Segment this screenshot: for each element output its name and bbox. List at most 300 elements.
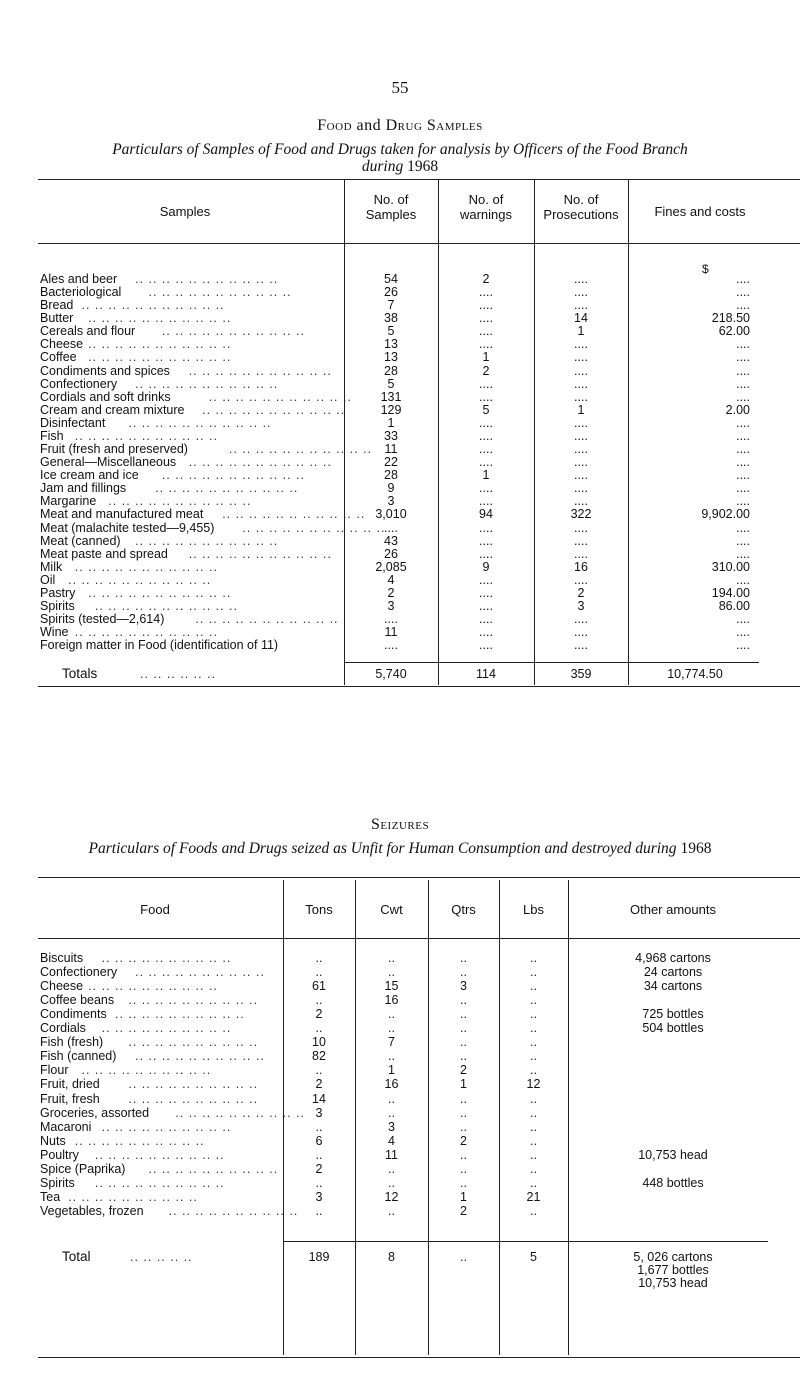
row-leader: .. .. .. .. .. .. .. .. .. .. .. — [228, 442, 373, 457]
row-fines: .... — [736, 298, 750, 313]
samples-table-row — [0, 494, 800, 508]
row-qtrs: .. — [460, 1161, 467, 1176]
row-fines: .... — [736, 285, 750, 300]
row-prosecutions: .... — [574, 442, 588, 457]
row-fines: .... — [736, 520, 750, 535]
row-fines: .... — [736, 363, 750, 378]
row-cwt: 7 — [388, 1035, 395, 1050]
row-fines: .... — [736, 494, 750, 509]
row-fines: 2.00 — [725, 402, 750, 417]
row-samples: 43 — [384, 533, 398, 548]
samples-table-row — [0, 547, 800, 561]
row-lbs: .. — [530, 951, 537, 965]
row-warnings: .... — [479, 546, 493, 561]
row-samples: 131 — [380, 389, 402, 404]
row-lbs: .. — [530, 993, 537, 1008]
samples-header-warnings: No. of warnings — [459, 192, 513, 222]
seizures-table-row — [0, 1063, 800, 1077]
seizures-table-row — [0, 1021, 800, 1035]
row-qtrs: .. — [460, 1049, 467, 1064]
row-samples: 1 — [387, 415, 395, 430]
row-qtrs: .. — [460, 1147, 467, 1162]
row-leader: .. .. .. .. .. .. .. .. .. .. .. — [135, 376, 279, 391]
row-qtrs: 3 — [460, 979, 467, 994]
row-prosecutions: .... — [574, 272, 588, 286]
row-prosecutions: .... — [574, 481, 588, 496]
seizures-table-row — [0, 951, 800, 965]
row-qtrs: .. — [460, 1175, 467, 1190]
row-food: Spirits — [40, 1175, 75, 1190]
row-label: Ales and beer — [40, 272, 118, 286]
seizures-table-row — [0, 1035, 800, 1049]
row-leader: .. .. .. .. .. .. .. .. .. .. — [74, 1133, 205, 1148]
row-tons: 3 — [315, 1189, 323, 1204]
row-food: Poultry — [40, 1147, 79, 1162]
row-label: Spirits — [40, 599, 75, 613]
row-leader: .. .. .. .. .. .. .. .. .. .. — [101, 1021, 232, 1036]
row-warnings: .... — [479, 324, 493, 339]
row-cwt: 11 — [385, 1147, 398, 1162]
samples-table-row — [0, 442, 800, 456]
row-food: Coffee beans — [40, 993, 115, 1008]
row-lbs: .. — [530, 979, 537, 994]
row-cwt: 16 — [384, 1077, 399, 1092]
row-label: General—Miscellaneous — [40, 455, 177, 470]
row-leader: .. .. .. .. .. .. .. .. .. .. — [115, 1007, 245, 1022]
row-cwt: .. — [388, 1105, 395, 1120]
row-cwt: .. — [388, 1091, 395, 1106]
samples-table-row — [0, 390, 800, 404]
row-cwt: .. — [388, 1021, 395, 1036]
seizures-header-food: Food — [140, 902, 170, 917]
seizures-title-text: Seizures — [370, 816, 430, 833]
seizures-totals-other-3: 10,753 head — [638, 1276, 708, 1290]
row-leader: .. .. .. .. .. .. .. .. .. .. — [128, 1035, 259, 1050]
seizures-totals-leader: .. .. .. .. .. — [130, 1250, 193, 1264]
row-tons: .. — [315, 1203, 323, 1218]
row-warnings: 1 — [482, 468, 490, 483]
row-label: Milk — [40, 559, 63, 574]
totals-fines: 10,774.50 — [667, 667, 723, 681]
row-fines: .... — [736, 415, 750, 430]
row-lbs: .. — [530, 965, 537, 980]
row-fines: .... — [736, 337, 750, 352]
row-lbs: .. — [530, 1175, 537, 1190]
row-other: 504 bottles — [642, 1021, 704, 1036]
row-leader: .. .. .. .. .. .. .. .. .. .. — [94, 1175, 225, 1190]
row-leader: .. .. .. .. .. .. .. .. .. .. — [88, 979, 218, 994]
row-cwt: .. — [388, 1007, 395, 1022]
row-prosecutions: 1 — [577, 402, 585, 417]
row-fines: .... — [736, 376, 750, 391]
row-samples: 2,085 — [375, 559, 407, 574]
subtitle-year: 1968 — [407, 158, 439, 175]
samples-table-row — [0, 560, 800, 574]
row-label: Spirits (tested—2,614) — [40, 612, 165, 627]
row-label: Condiments and spices — [40, 363, 170, 378]
samples-table-row — [0, 534, 800, 548]
samples-totals-row — [0, 667, 800, 681]
subtitle-line1: Particulars of Samples of Food and Drugs taken for analysis by Officers of the Food Branch — [112, 141, 688, 158]
row-leader: .. .. .. .. .. .. .. .. .. .. .. — [135, 272, 279, 286]
row-fines: .... — [736, 455, 750, 470]
row-fines: .... — [736, 272, 750, 286]
row-warnings: 9 — [482, 559, 490, 574]
row-lbs: .. — [530, 1021, 537, 1036]
row-lbs: .. — [530, 1147, 537, 1162]
row-label: Jam and fillings — [40, 481, 127, 496]
seizures-table-row — [0, 1204, 800, 1218]
row-samples: 26 — [384, 285, 398, 300]
seizures-header-tons: Tons — [305, 902, 333, 917]
row-prosecutions: 3 — [577, 599, 585, 613]
row-prosecutions: .... — [574, 428, 588, 443]
row-food: Biscuits — [40, 951, 84, 965]
samples-table-row — [0, 337, 800, 351]
row-label: Bacteriological — [40, 285, 122, 300]
row-leader: .. .. .. .. .. .. .. .. .. .. — [101, 951, 232, 965]
row-prosecutions: .... — [574, 638, 588, 653]
row-qtrs: .. — [460, 1007, 467, 1022]
row-samples: 28 — [384, 468, 398, 483]
samples-header-samples: Samples — [159, 204, 211, 219]
row-warnings: .... — [479, 389, 493, 404]
row-warnings: 5 — [482, 402, 490, 417]
row-samples: 129 — [380, 402, 402, 417]
row-fines: 86.00 — [718, 599, 750, 613]
samples-table-row — [0, 625, 800, 639]
row-label: Cheese — [40, 337, 84, 352]
row-warnings: 2 — [482, 272, 490, 286]
samples-table-row — [0, 403, 800, 417]
row-warnings: .... — [479, 428, 493, 443]
row-cwt: 16 — [384, 993, 399, 1008]
row-tons: 61 — [312, 979, 326, 994]
row-leader: .. .. .. .. .. .. .. .. .. .. — [128, 993, 259, 1008]
row-tons: 6 — [315, 1133, 323, 1148]
seizures-table-row — [0, 1007, 800, 1021]
row-leader: .. .. .. .. .. .. .. .. .. .. .. — [74, 559, 218, 574]
row-leader: .. .. .. .. .. .. .. .. .. .. — [168, 1203, 299, 1218]
row-samples: 54 — [384, 272, 398, 286]
row-leader: .. .. .. .. .. .. .. .. .. .. .. — [128, 415, 272, 430]
row-warnings: .... — [479, 311, 493, 326]
row-label: Meat and manufactured meat — [40, 507, 204, 522]
row-leader: .. .. .. .. .. .. .. .. .. .. .. — [68, 572, 212, 587]
row-samples: 7 — [387, 298, 395, 313]
row-samples: 3,010 — [375, 507, 407, 522]
row-warnings: .... — [479, 285, 493, 300]
row-prosecutions: 2 — [577, 585, 585, 600]
row-leader: .. .. .. .. .. .. .. .. .. .. — [175, 1105, 306, 1120]
row-cwt: .. — [388, 1203, 395, 1218]
row-food: Groceries, assorted — [40, 1105, 150, 1120]
samples-table-row — [0, 468, 800, 482]
samples-header-rule — [38, 243, 800, 244]
seizures-subtitle-text: Particulars of Foods and Drugs seized as Unfit for Human Consumption and destroyed during — [88, 840, 677, 857]
samples-table-row — [0, 429, 800, 443]
row-label: Cereals and flour — [40, 324, 136, 339]
row-label: Cream and cream mixture — [40, 402, 185, 417]
row-qtrs: 2 — [460, 1203, 467, 1218]
row-prosecutions: .... — [574, 298, 588, 313]
row-warnings: .... — [479, 494, 493, 509]
row-leader: .. .. .. .. .. .. .. .. .. .. .. — [108, 494, 252, 509]
row-prosecutions: 1 — [577, 324, 585, 339]
row-food: Fish (canned) — [40, 1049, 117, 1064]
row-warnings: .... — [479, 455, 493, 470]
currency-symbol: $ — [702, 262, 709, 276]
row-prosecutions: .... — [574, 625, 588, 640]
row-qtrs: .. — [460, 1091, 467, 1106]
seizures-subtitle — [20, 840, 780, 857]
seizures-table-row — [0, 1092, 800, 1106]
row-cwt: .. — [388, 965, 395, 980]
row-label: Fish — [40, 428, 64, 443]
row-qtrs: .. — [460, 1119, 467, 1134]
totals-warnings: 114 — [476, 667, 496, 681]
row-label: Pastry — [40, 585, 76, 600]
row-label: Butter — [40, 311, 74, 326]
row-warnings: .... — [479, 533, 493, 548]
row-prosecutions: .... — [574, 520, 588, 535]
row-lbs: .. — [530, 1007, 537, 1022]
seizures-subtitle-year: 1968 — [680, 840, 712, 857]
row-label: Meat paste and spread — [40, 546, 168, 561]
row-tons: .. — [315, 1063, 323, 1078]
row-warnings: .... — [479, 612, 493, 627]
row-warnings: 1 — [482, 350, 490, 365]
row-leader: .. .. .. .. .. .. .. .. .. .. — [68, 1189, 198, 1204]
seizures-totals-tons: 189 — [308, 1250, 330, 1264]
row-warnings: .... — [479, 599, 493, 613]
row-qtrs: .. — [460, 1035, 467, 1050]
row-leader: .. .. .. .. .. .. .. .. .. .. — [101, 1119, 232, 1134]
row-tons: 2 — [315, 1007, 323, 1022]
subtitle-line2 — [40, 158, 760, 175]
row-food: Condiments — [40, 1007, 107, 1022]
row-samples: 3 — [387, 599, 395, 613]
row-tons: .. — [315, 993, 323, 1008]
row-qtrs: 2 — [460, 1063, 467, 1078]
row-warnings: .... — [479, 585, 493, 600]
row-fines: .... — [736, 546, 750, 561]
row-prosecutions: .... — [574, 455, 588, 470]
row-label: Foreign matter in Food (identification of 11) — [40, 638, 279, 653]
totals-samples: 5,740 — [375, 667, 407, 681]
row-label: Ice cream and ice — [40, 468, 139, 483]
row-prosecutions: .... — [574, 546, 588, 561]
row-label: Disinfectant — [40, 415, 106, 430]
row-samples: 28 — [384, 363, 398, 378]
row-tons: 10 — [312, 1035, 326, 1050]
row-tons: 2 — [315, 1161, 323, 1176]
row-samples: 38 — [384, 311, 398, 326]
row-samples: 13 — [384, 337, 398, 352]
row-label: Meat (malachite tested—9,455) — [40, 520, 215, 535]
seizures-header-other: Other amounts — [630, 902, 716, 917]
row-label: Meat (canned) — [40, 533, 121, 548]
samples-table-row — [0, 298, 800, 312]
seizures-table-row — [0, 1148, 800, 1162]
seizures-top-rule — [38, 877, 800, 878]
row-cwt: 4 — [388, 1133, 395, 1148]
row-leader: .. .. .. .. .. .. .. .. .. .. .. — [188, 455, 332, 470]
row-lbs: .. — [530, 1161, 537, 1176]
seizures-table-row — [0, 1134, 800, 1148]
row-leader: .. .. .. .. .. .. .. .. .. .. .. — [74, 428, 218, 443]
row-fines: .... — [736, 428, 750, 443]
row-warnings: .... — [479, 625, 493, 640]
title-part2: Drug Samples — [385, 117, 483, 134]
row-samples: .... — [384, 638, 398, 653]
title-and: and — [356, 117, 382, 134]
row-fines: 310.00 — [711, 559, 750, 574]
seizures-bottom-rule — [38, 1357, 800, 1358]
row-samples: 3 — [387, 494, 395, 509]
row-samples: 5 — [387, 324, 395, 339]
row-cwt: 3 — [388, 1119, 395, 1134]
row-leader: .. .. .. .. .. .. .. .. .. .. — [94, 1147, 225, 1162]
row-other: 4,968 cartons — [635, 951, 711, 965]
page-number: 55 — [391, 78, 409, 97]
samples-table-row — [0, 573, 800, 587]
seizures-totals-cwt: 8 — [388, 1250, 395, 1264]
samples-table-row — [0, 455, 800, 469]
row-leader: .. .. .. .. .. .. .. .. .. .. .. — [74, 625, 218, 640]
food-drug-subtitle — [40, 141, 760, 175]
totals-prosecutions: 359 — [570, 667, 592, 681]
row-prosecutions: .... — [574, 533, 588, 548]
row-samples: .... — [384, 612, 398, 627]
row-label: Oil — [40, 572, 56, 587]
row-leader: .. .. .. .. .. .. .. .. .. .. — [135, 965, 265, 980]
seizures-table-row — [0, 1176, 800, 1190]
row-warnings: .... — [479, 337, 493, 352]
row-tons: .. — [315, 1147, 323, 1162]
row-samples: .... — [384, 520, 398, 535]
row-other: 725 bottles — [642, 1007, 704, 1022]
samples-table-row — [0, 416, 800, 430]
seizures-totals-other-1: 5, 026 cartons — [633, 1250, 713, 1264]
row-leader: .. .. .. .. .. .. .. .. .. .. — [128, 1077, 259, 1092]
seizures-header-qtrs: Qtrs — [451, 902, 476, 917]
seizures-header-rule — [38, 938, 800, 939]
row-qtrs: .. — [460, 1021, 467, 1036]
row-qtrs: .. — [460, 965, 467, 980]
row-qtrs: 1 — [460, 1189, 467, 1204]
seizures-table-row — [0, 1162, 800, 1176]
row-cwt: .. — [388, 1175, 395, 1190]
row-samples: 22 — [384, 455, 398, 470]
row-prosecutions: .... — [574, 572, 588, 587]
food-drug-title — [0, 117, 800, 135]
row-samples: 5 — [387, 376, 395, 391]
seizures-title — [0, 816, 800, 834]
row-samples: 11 — [384, 442, 398, 457]
row-label: Cordials and soft drinks — [40, 389, 171, 404]
row-qtrs: .. — [460, 993, 467, 1008]
row-cwt: .. — [388, 951, 395, 965]
seizures-table-row — [0, 1120, 800, 1134]
row-prosecutions: 322 — [570, 507, 592, 522]
seizures-table-row — [0, 993, 800, 1007]
row-label: Wine — [40, 625, 69, 640]
samples-table-row — [0, 324, 800, 338]
totals-leader: .. .. .. .. .. .. — [140, 667, 217, 681]
row-leader: .. .. .. .. .. .. .. .. .. .. .. — [242, 520, 386, 535]
seizures-table-row — [0, 1049, 800, 1063]
row-warnings: 94 — [479, 507, 493, 522]
row-tons: .. — [315, 951, 323, 965]
row-qtrs: .. — [460, 951, 467, 965]
row-warnings: .... — [479, 298, 493, 313]
totals-label: Totals — [62, 666, 98, 681]
row-food: Vegetables, frozen — [40, 1203, 144, 1218]
row-leader: .. .. .. .. .. .. .. .. .. .. .. — [88, 350, 232, 365]
row-tons: .. — [315, 1119, 323, 1134]
row-fines: .... — [736, 442, 750, 457]
row-warnings: .... — [479, 376, 493, 391]
row-food: Confectionery — [40, 965, 118, 980]
row-food: Cordials — [40, 1021, 86, 1036]
row-prosecutions: .... — [574, 415, 588, 430]
row-samples: 26 — [384, 546, 398, 561]
row-food: Nuts — [40, 1133, 66, 1148]
row-fines: .... — [736, 638, 750, 653]
row-samples: 9 — [387, 481, 395, 496]
row-food: Tea — [40, 1189, 61, 1204]
row-leader: .. .. .. .. .. .. .. .. .. .. .. — [88, 337, 232, 352]
row-other: 34 cartons — [643, 979, 703, 994]
row-lbs: .. — [530, 1105, 537, 1120]
row-fines: .... — [736, 389, 750, 404]
row-fines: .... — [736, 481, 750, 496]
samples-header-fines: Fines and costs — [654, 204, 746, 219]
row-leader: .. .. .. .. .. .. .. .. .. .. .. — [222, 507, 366, 522]
samples-table-row — [0, 377, 800, 391]
row-samples: 2 — [387, 585, 395, 600]
row-prosecutions: .... — [574, 337, 588, 352]
samples-table-row — [0, 521, 800, 535]
samples-table-row — [0, 612, 800, 626]
samples-table-row — [0, 586, 800, 600]
row-food: Fish (fresh) — [40, 1035, 104, 1050]
samples-header-count: No. of Samples — [365, 192, 417, 222]
row-food: Spice (Paprika) — [40, 1161, 126, 1176]
row-leader: .. .. .. .. .. .. .. .. .. .. — [148, 1161, 279, 1176]
row-leader: .. .. .. .. .. .. .. .. .. .. — [81, 1063, 212, 1078]
row-warnings: .... — [479, 442, 493, 457]
row-samples: 13 — [384, 350, 398, 365]
row-tons: 2 — [315, 1077, 323, 1092]
row-food: Fruit, fresh — [40, 1091, 100, 1106]
row-lbs: .. — [530, 1133, 537, 1148]
row-label: Confectionery — [40, 376, 118, 391]
row-leader: .. .. .. .. .. .. .. .. .. .. .. — [148, 285, 292, 300]
row-tons: .. — [315, 965, 323, 980]
row-leader: .. .. .. .. .. .. .. .. .. .. .. — [195, 612, 339, 627]
row-label: Margarine — [40, 494, 97, 509]
row-leader: .. .. .. .. .. .. .. .. .. .. .. — [208, 389, 352, 404]
row-fines: .... — [736, 625, 750, 640]
seizures-table-row — [0, 1190, 800, 1204]
samples-table-row — [0, 507, 800, 521]
row-fines: .... — [736, 468, 750, 483]
row-leader: .. .. .. .. .. .. .. .. .. .. .. — [188, 546, 332, 561]
row-lbs: .. — [530, 1091, 537, 1106]
row-fines: 9,902.00 — [701, 507, 750, 522]
